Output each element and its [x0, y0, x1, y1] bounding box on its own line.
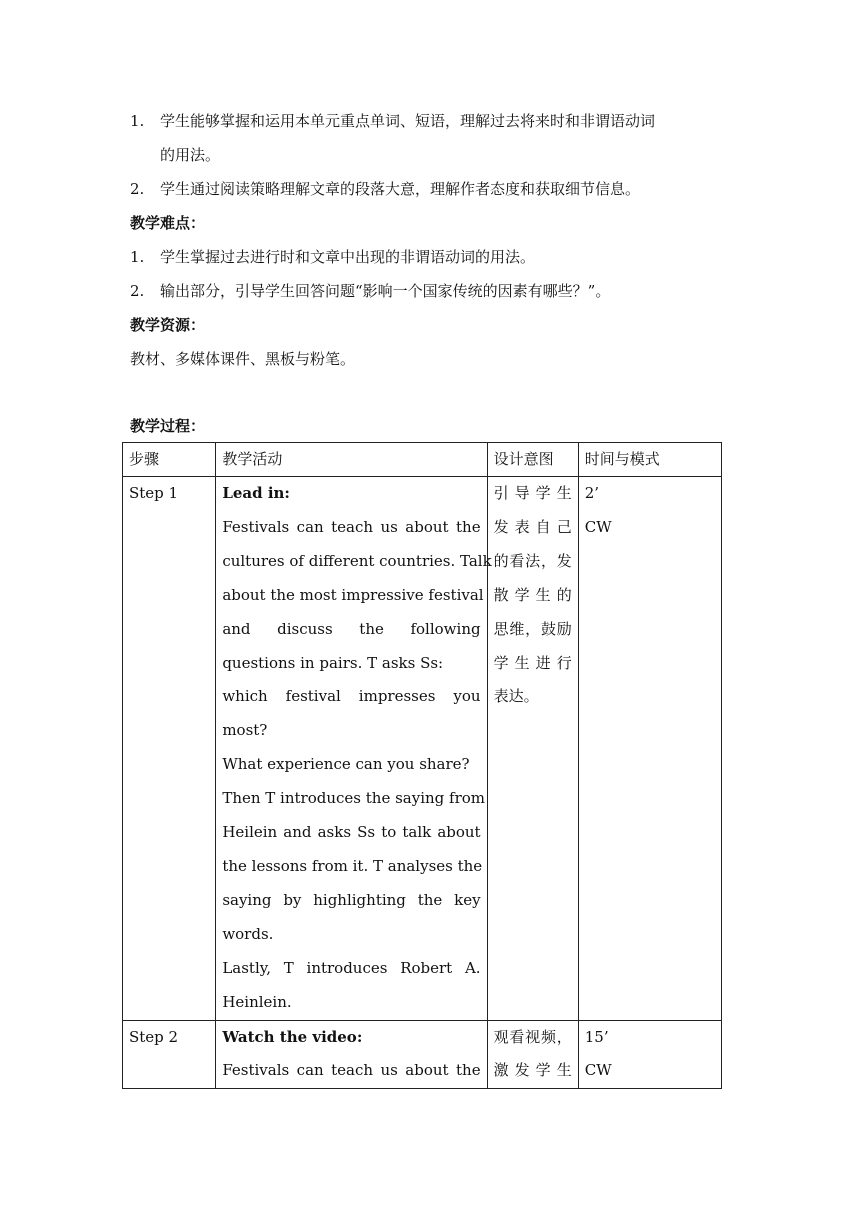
row-2-intent-line: 激发学生	[493, 1061, 572, 1080]
difficulty-1-number: 1.	[130, 248, 145, 266]
table-row	[123, 1020, 722, 1089]
row-1-activity-line: saying by highlighting the key	[222, 890, 481, 909]
objective-2-number: 2.	[130, 180, 145, 198]
row-1-activity-line: which festival impresses you	[222, 687, 481, 706]
row-1-activity-line: words.	[222, 924, 274, 943]
row-1-activity-line: the lessons from it. T analyses the	[222, 856, 483, 875]
row-1-activity-line: Festivals can teach us about the	[222, 517, 481, 536]
row-1-activity-line: cultures of different countries. Talk	[222, 551, 492, 570]
resources-heading: 教学资源：	[130, 316, 206, 334]
row-1-time: 2’	[584, 484, 600, 502]
process-heading: 教学过程：	[130, 417, 206, 435]
row-1-activity-line: What experience can you share?	[222, 755, 470, 774]
difficulties-heading: 教学难点：	[130, 214, 206, 232]
row-1-activity-line: Heinlein.	[222, 992, 292, 1011]
objective-1-line-1: 学生能够掌握和运用本单元重点单词、短语，理解过去将来时和非谓语动词	[160, 112, 656, 130]
row-1-intent-line: 发表自己	[493, 517, 572, 536]
row-1-activity-line: and discuss the following	[222, 619, 481, 638]
process-table	[122, 442, 722, 1089]
difficulty-2-text: 输出部分，引导学生回答问题“影响一个国家传统的因素有哪些？”。	[160, 282, 611, 300]
row-1-intent-line: 引导学生	[493, 484, 572, 502]
objective-1-number: 1.	[130, 112, 145, 130]
row-1-intent-line: 的看法，发	[493, 551, 572, 570]
row-1-activity-line: most?	[222, 721, 268, 740]
row-2-activity	[216, 1020, 487, 1089]
objective-2-line-1: 学生通过阅读策略理解文章的段落大意，理解作者态度和获取细节信息。	[160, 180, 641, 198]
row-1-intent-line: 学生进行	[493, 653, 572, 672]
header-intent: 设计意图	[487, 443, 578, 477]
row-2-activity-title: Watch the video:	[222, 1027, 363, 1046]
row-1-activity-line: Lastly, T introduces Robert A.	[222, 958, 481, 977]
row-2-time-mode	[578, 1020, 721, 1089]
row-1-activity-title: Lead in:	[222, 484, 290, 502]
row-1-intent-line: 散学生的	[493, 585, 572, 604]
table-row	[123, 477, 722, 1021]
row-2-step: Step 2	[123, 1020, 216, 1089]
row-1-activity-line: about the most impressive festival	[222, 585, 484, 604]
row-2-intent-line: 观看视频，	[493, 1027, 572, 1046]
row-1-intent-line: 思维，鼓励	[493, 619, 572, 638]
row-2-mode: CW	[584, 1061, 612, 1080]
row-2-time: 15’	[584, 1027, 609, 1046]
row-1-time-mode	[578, 477, 721, 1021]
row-1-intent-line: 表达。	[493, 687, 539, 706]
row-1-activity	[216, 477, 492, 1021]
row-2-intent	[487, 1020, 578, 1089]
row-2-activity-line: Festivals can teach us about the	[222, 1061, 481, 1080]
resources-text: 教材、多媒体课件、黑板与粉笔。	[130, 350, 356, 368]
row-1-activity-line: questions in pairs. T asks Ss:	[222, 653, 444, 672]
row-1-activity-line: Then T introduces the saying from	[222, 789, 486, 808]
row-1-activity-line: Heilein and asks Ss to talk about	[222, 823, 481, 842]
difficulty-1-text: 学生掌握过去进行时和文章中出现的非谓语动词的用法。	[160, 248, 536, 266]
table-header-row	[123, 443, 722, 477]
header-activity: 教学活动	[216, 443, 487, 477]
row-1-step: Step 1	[123, 477, 216, 1021]
objective-1-line-2: 的用法。	[160, 146, 221, 164]
header-time-mode: 时间与模式	[578, 443, 721, 477]
difficulty-2-number: 2.	[130, 282, 145, 300]
row-1-intent	[487, 477, 578, 1021]
row-1-mode: CW	[584, 517, 612, 536]
header-step: 步骤	[123, 443, 216, 477]
